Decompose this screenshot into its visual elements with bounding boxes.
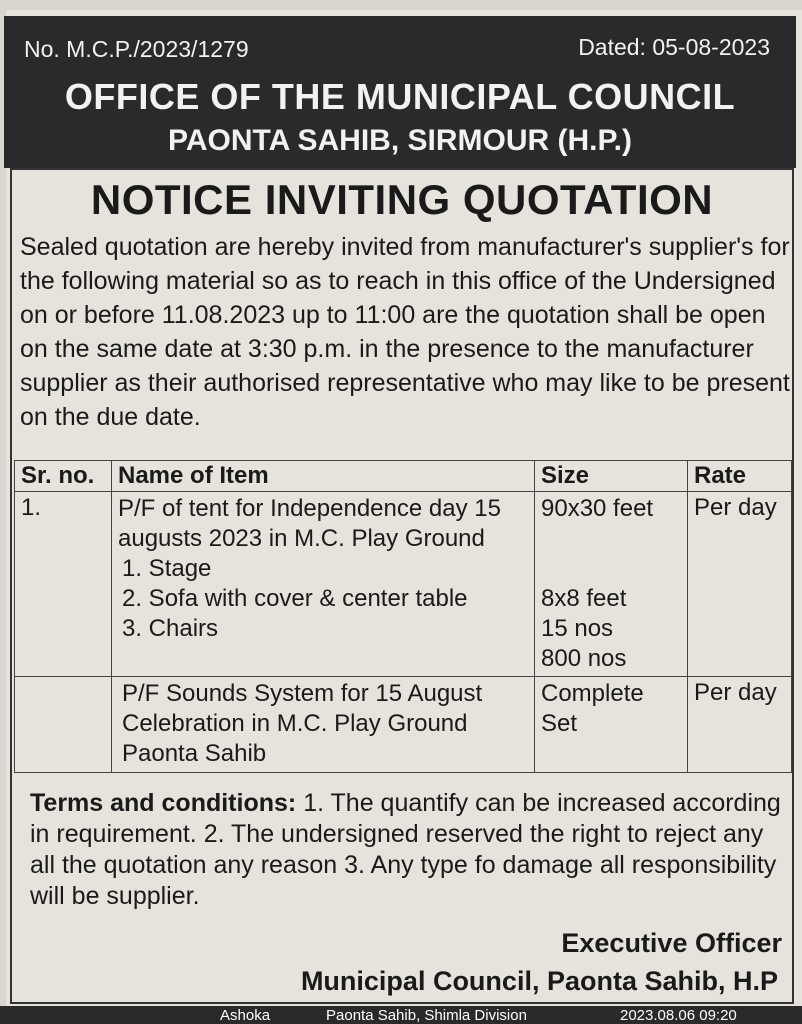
terms-label: Terms and conditions: — [30, 789, 297, 817]
row-rate: Per day — [688, 492, 792, 677]
watermark-edition: Ashoka — [220, 1007, 271, 1024]
watermark-division: Paonta Sahib, Shimla Division — [326, 1007, 527, 1024]
sub-size: 800 nos — [541, 645, 627, 672]
table-row — [15, 492, 792, 677]
header-size: Size — [535, 461, 688, 492]
notice-title: NOTICE INVITING QUOTATION — [90, 176, 714, 223]
items-table — [14, 460, 792, 773]
size-main: Complete Set — [541, 680, 644, 737]
sub-item: 1. Stage — [122, 555, 212, 582]
signatory-office: Municipal Council, Paonta Sahib, H.P — [300, 966, 778, 996]
notice-header — [4, 16, 796, 168]
notice-paragraph: Sealed quotation are hereby invited from manufacturer's supplier's for the following material so as to reach in this office of the Undersigned on or before 11.08.2023 up to 11:00 are the quotation shall be open on the same date at 3:30 p.m. in the presence to the manufacturer supplier as their authorised representative who may like to be present on the due date. — [20, 233, 790, 431]
row-sr-no: 1. — [15, 492, 112, 677]
sub-item: 2. Sofa with cover & center table — [122, 585, 468, 612]
row-rate: Per day — [688, 677, 792, 773]
signatory-designation: Executive Officer — [561, 928, 782, 958]
item-description: P/F of tent for Independence day 15 augusts 2023 in M.C. Play Ground — [118, 495, 501, 552]
row-size — [535, 492, 688, 677]
reference-number: No. M.C.P./2023/1279 — [24, 36, 249, 62]
header-rate: Rate — [688, 461, 792, 492]
row-item-name — [112, 492, 535, 677]
watermark-timestamp: 2023.08.06 09:20 — [620, 1007, 737, 1024]
terms-text: 1. The quantify can be increased according in requirement. 2. The undersigned reserved the right to reject any all the quotation any reason 3. Any type fo damage all responsibility will be supplier. — [30, 789, 781, 910]
sub-size: 15 nos — [541, 615, 614, 642]
header-item-name: Name of Item — [112, 461, 535, 492]
notice-body-box — [10, 168, 794, 1004]
office-name: OFFICE OF THE MUNICIPAL COUNCIL — [64, 76, 736, 117]
size-main: 90x30 feet — [541, 495, 654, 522]
row-sr-no — [15, 677, 112, 773]
header-sr-no: Sr. no. — [15, 461, 112, 492]
row-item-name — [112, 677, 535, 773]
table-header-row — [15, 461, 792, 492]
item-description: P/F Sounds System for 15 August Celebration in M.C. Play Ground Paonta Sahib — [122, 680, 483, 767]
terms-and-conditions — [30, 788, 790, 912]
sub-item: 3. Chairs — [122, 615, 219, 642]
size-spacer — [541, 524, 681, 584]
table-row — [15, 677, 792, 773]
sub-size: 8x8 feet — [541, 585, 627, 612]
photo-watermark-bar — [0, 1006, 802, 1024]
office-location: PAONTA SAHIB, SIRMOUR (H.P.) — [168, 124, 632, 157]
notice-date: Dated: 05-08-2023 — [578, 34, 770, 60]
row-size — [535, 677, 688, 773]
